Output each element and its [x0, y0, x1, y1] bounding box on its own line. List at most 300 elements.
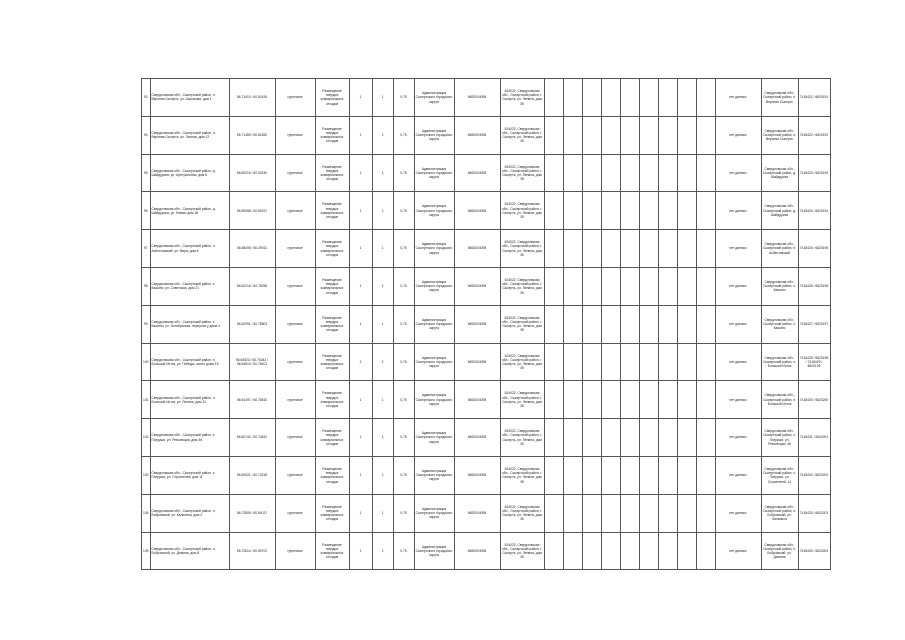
- e9-cell: [696, 456, 715, 494]
- site-address-cell: Свердловская обл., Сысертский район, п. Асбестовский, ул. Мира, дом 6: [150, 230, 229, 268]
- e4-cell: [601, 343, 620, 381]
- container-volume-cell: 0,75: [393, 456, 414, 494]
- surface-type-cell: грунтовое: [275, 381, 315, 419]
- coordinates-cell: 56.71610 / 60.62434: [229, 79, 275, 117]
- e5-cell: [620, 154, 639, 192]
- purpose-cell: Размещение твердых коммунальных отходов: [315, 267, 349, 305]
- owner-name-cell: Администрация Сысертского городского округа: [414, 192, 454, 230]
- e3-cell: [582, 532, 601, 570]
- source-location-cell: Свердловская обл., Сысертский район, п. Большой Исток: [761, 343, 798, 381]
- owner-name-cell: Администрация Сысертского городского округа: [414, 381, 454, 419]
- e5-cell: [620, 116, 639, 154]
- e4-cell: [601, 116, 620, 154]
- source-location-cell: Свердловская обл., Сысертский район, д. Шайдуриха: [761, 192, 798, 230]
- e6-cell: [639, 494, 658, 532]
- table-row: [142, 267, 831, 305]
- owner-inn-cell: 6652004098: [454, 116, 500, 154]
- container-count-cell: 1: [372, 230, 393, 268]
- e3-cell: [582, 494, 601, 532]
- purpose-cell: Размещение твердых коммунальных отходов: [315, 192, 349, 230]
- e1-cell: [544, 154, 563, 192]
- data-flag-cell: нет данных: [715, 381, 761, 419]
- e8-cell: [677, 532, 696, 570]
- purpose-cell: Размещение твердых коммунальных отходов: [315, 305, 349, 343]
- row-number-cell: 94: [142, 116, 151, 154]
- registry-ids-cell: 7418422 / 6620192: [798, 116, 830, 154]
- e5-cell: [620, 305, 639, 343]
- e7-cell: [658, 79, 677, 117]
- area-cell: 1: [349, 494, 372, 532]
- data-flag-cell: нет данных: [715, 79, 761, 117]
- e2-cell: [563, 343, 582, 381]
- e4-cell: [601, 381, 620, 419]
- owner-address-cell: 624022, Свердловская обл., Сысертский район, г. Сысерть, ул. Ленина, дом 35: [500, 343, 544, 381]
- container-volume-cell: 0,75: [393, 192, 414, 230]
- owner-inn-cell: 6652004098: [454, 154, 500, 192]
- e4-cell: [601, 305, 620, 343]
- owner-inn-cell: 6652004098: [454, 192, 500, 230]
- e6-cell: [639, 192, 658, 230]
- e5-cell: [620, 192, 639, 230]
- data-flag-cell: нет данных: [715, 230, 761, 268]
- area-cell: 1: [349, 532, 372, 570]
- e1-cell: [544, 116, 563, 154]
- site-address-cell: Свердловская обл., Сысертский район, с. Патруши, ул. Революции, дом 45: [150, 419, 229, 457]
- owner-name-cell: Администрация Сысертского городского округа: [414, 456, 454, 494]
- coordinates-cell: 56.62218 / 60.76055: [229, 267, 275, 305]
- coordinates-cell: 56.68405 / 60.49011: [229, 230, 275, 268]
- owner-inn-cell: 6652004098: [454, 456, 500, 494]
- owner-name-cell: Администрация Сысертского городского округа: [414, 116, 454, 154]
- e5-cell: [620, 456, 639, 494]
- table-row: [142, 343, 831, 381]
- source-location-cell: Свердловская обл., Сысертский район, с. Патруши, ул. Революции, 45: [761, 419, 798, 457]
- purpose-cell: Размещение твердых коммунальных отходов: [315, 532, 349, 570]
- e7-cell: [658, 456, 677, 494]
- e2-cell: [563, 154, 582, 192]
- data-flag-cell: нет данных: [715, 192, 761, 230]
- e7-cell: [658, 267, 677, 305]
- e3-cell: [582, 343, 601, 381]
- area-cell: 1: [349, 381, 372, 419]
- source-location-cell: Свердловская обл., Сысертский район, п. Асбестовский: [761, 230, 798, 268]
- site-address-cell: Свердловская обл., Сысертский район, п. Бобровский, ул. Калинина, дом 2: [150, 494, 229, 532]
- e3-cell: [582, 230, 601, 268]
- row-number-cell: 104: [142, 494, 151, 532]
- row-number-cell: 96: [142, 192, 151, 230]
- owner-address-cell: 624022, Свердловская обл., Сысертский район, г. Сысерть, ул. Ленина, дом 35: [500, 79, 544, 117]
- area-cell: 2: [349, 343, 372, 381]
- e9-cell: [696, 305, 715, 343]
- e1-cell: [544, 532, 563, 570]
- e4-cell: [601, 192, 620, 230]
- coordinates-cell: 56.64197 / 60.76810: [229, 381, 275, 419]
- table-row: [142, 419, 831, 457]
- e9-cell: [696, 419, 715, 457]
- purpose-cell: Размещение твердых коммунальных отходов: [315, 494, 349, 532]
- surface-type-cell: грунтовое: [275, 192, 315, 230]
- e6-cell: [639, 230, 658, 268]
- container-count-cell: 2: [372, 343, 393, 381]
- owner-inn-cell: 6652004098: [454, 79, 500, 117]
- surface-type-cell: грунтовое: [275, 343, 315, 381]
- e3-cell: [582, 154, 601, 192]
- table-row: [142, 230, 831, 268]
- source-location-cell: Свердловская обл., Сысертский район, с. Кашино: [761, 267, 798, 305]
- e7-cell: [658, 494, 677, 532]
- e5-cell: [620, 343, 639, 381]
- row-number-cell: 101: [142, 381, 151, 419]
- owner-address-cell: 624022, Свердловская обл., Сысертский район, г. Сысерть, ул. Ленина, дом 35: [500, 532, 544, 570]
- e5-cell: [620, 419, 639, 457]
- e1-cell: [544, 79, 563, 117]
- row-number-cell: 98: [142, 267, 151, 305]
- area-cell: 1: [349, 305, 372, 343]
- container-count-cell: 1: [372, 192, 393, 230]
- site-address-cell: Свердловская обл., Сысертский район, п. Верхняя Сысерть, ул. Школьная, дом 1: [150, 79, 229, 117]
- registry-ids-cell: 7418425 / 6620195: [798, 230, 830, 268]
- owner-address-cell: 624022, Свердловская обл., Сысертский район, г. Сысерть, ул. Ленина, дом 35: [500, 381, 544, 419]
- e6-cell: [639, 532, 658, 570]
- e9-cell: [696, 381, 715, 419]
- e8-cell: [677, 79, 696, 117]
- data-flag-cell: нет данных: [715, 532, 761, 570]
- table-row: [142, 456, 831, 494]
- e7-cell: [658, 192, 677, 230]
- container-count-cell: 1: [372, 154, 393, 192]
- registry-ids-cell: 7418432 / 6620202: [798, 456, 830, 494]
- e2-cell: [563, 494, 582, 532]
- e1-cell: [544, 230, 563, 268]
- purpose-cell: Размещение твердых коммунальных отходов: [315, 419, 349, 457]
- e8-cell: [677, 230, 696, 268]
- owner-address-cell: 624022, Свердловская обл., Сысертский район, г. Сысерть, ул. Ленина, дом 35: [500, 154, 544, 192]
- owner-address-cell: 624022, Свердловская обл., Сысертский район, г. Сысерть, ул. Ленина, дом 35: [500, 267, 544, 305]
- e8-cell: [677, 343, 696, 381]
- site-address-cell: Свердловская обл., Сысертский район, с. Кашино, ул. Советская, дом 21: [150, 267, 229, 305]
- site-address-cell: Свердловская обл., Сысертский район, д. Шайдуриха, ул. Новая, дом 16: [150, 192, 229, 230]
- owner-name-cell: Администрация Сысертского городского округа: [414, 343, 454, 381]
- e2-cell: [563, 419, 582, 457]
- e7-cell: [658, 230, 677, 268]
- e9-cell: [696, 532, 715, 570]
- e9-cell: [696, 116, 715, 154]
- container-count-cell: 1: [372, 79, 393, 117]
- e3-cell: [582, 456, 601, 494]
- data-flag-cell: нет данных: [715, 419, 761, 457]
- coordinates-cell: 56.64523 / 60.76342 / 56.64610 / 60.76401: [229, 343, 275, 381]
- owner-name-cell: Администрация Сысертского городского округа: [414, 419, 454, 457]
- source-location-cell: Свердловская обл., Сысертский район, п. Бобровский, ул. Калинина: [761, 494, 798, 532]
- surface-type-cell: грунтовое: [275, 154, 315, 192]
- surface-type-cell: грунтовое: [275, 79, 315, 117]
- e6-cell: [639, 305, 658, 343]
- container-count-cell: 1: [372, 305, 393, 343]
- e3-cell: [582, 305, 601, 343]
- source-location-cell: Свердловская обл., Сысертский район, п. Большой Исток: [761, 381, 798, 419]
- owner-inn-cell: 6652004098: [454, 230, 500, 268]
- source-location-cell: Свердловская обл., Сысертский район, с. Кашино: [761, 305, 798, 343]
- registry-ids-cell: 7418421 / 6620191: [798, 79, 830, 117]
- e7-cell: [658, 419, 677, 457]
- surface-type-cell: грунтовое: [275, 230, 315, 268]
- owner-address-cell: 624022, Свердловская обл., Сысертский район, г. Сысерть, ул. Ленина, дом 35: [500, 494, 544, 532]
- coordinates-cell: 56.69215 / 60.53240: [229, 154, 275, 192]
- registry-ids-cell: 7418424 / 6620194: [798, 192, 830, 230]
- site-address-cell: Свердловская обл., Сысертский район, с. Патруши, ул. Строителей, дом 11: [150, 456, 229, 494]
- e1-cell: [544, 267, 563, 305]
- registry-ids-cell: 7418427 / 6620197: [798, 305, 830, 343]
- container-volume-cell: 0,75: [393, 494, 414, 532]
- coordinates-cell: 56.62091 / 60.75803: [229, 305, 275, 343]
- e4-cell: [601, 79, 620, 117]
- row-number-cell: 97: [142, 230, 151, 268]
- table-row: [142, 192, 831, 230]
- container-count-cell: 1: [372, 456, 393, 494]
- coordinates-cell: 56.60521 / 60.74218: [229, 456, 275, 494]
- table-row: [142, 116, 831, 154]
- e2-cell: [563, 192, 582, 230]
- purpose-cell: Размещение твердых коммунальных отходов: [315, 116, 349, 154]
- e7-cell: [658, 532, 677, 570]
- site-address-cell: Свердловская обл., Сысертский район, п. Верхняя Сысерть, ул. Лесная, дом 12: [150, 116, 229, 154]
- registry-ids-cell: 7418431 / 6620201: [798, 419, 830, 457]
- e7-cell: [658, 116, 677, 154]
- e1-cell: [544, 192, 563, 230]
- registry-ids-cell: 7418434 / 6620204: [798, 532, 830, 570]
- container-volume-cell: 0,75: [393, 154, 414, 192]
- area-cell: 1: [349, 79, 372, 117]
- owner-address-cell: 624022, Свердловская обл., Сысертский район, г. Сысерть, ул. Ленина, дом 35: [500, 192, 544, 230]
- e2-cell: [563, 305, 582, 343]
- e6-cell: [639, 343, 658, 381]
- e4-cell: [601, 154, 620, 192]
- coordinates-cell: 56.69088 / 60.52917: [229, 192, 275, 230]
- table-row: [142, 79, 831, 117]
- surface-type-cell: грунтовое: [275, 494, 315, 532]
- source-location-cell: Свердловская обл., Сысертский район, п. Верхняя Сысерть: [761, 79, 798, 117]
- row-number-cell: 105: [142, 532, 151, 570]
- e2-cell: [563, 116, 582, 154]
- e9-cell: [696, 79, 715, 117]
- e8-cell: [677, 154, 696, 192]
- e8-cell: [677, 267, 696, 305]
- area-cell: 1: [349, 154, 372, 192]
- e7-cell: [658, 154, 677, 192]
- table-row: [142, 381, 831, 419]
- e2-cell: [563, 381, 582, 419]
- area-cell: 1: [349, 267, 372, 305]
- owner-address-cell: 624022, Свердловская обл., Сысертский район, г. Сысерть, ул. Ленина, дом 35: [500, 116, 544, 154]
- registry-ids-cell: 7418433 / 6620203: [798, 494, 830, 532]
- owner-inn-cell: 6652004098: [454, 343, 500, 381]
- owner-address-cell: 624022, Свердловская обл., Сысертский район, г. Сысерть, ул. Ленина, дом 35: [500, 456, 544, 494]
- site-address-cell: Свердловская обл., Сысертский район, п. Большой Исток, ул. Победы, около дома 15: [150, 343, 229, 381]
- e9-cell: [696, 494, 715, 532]
- table-row: [142, 305, 831, 343]
- e8-cell: [677, 456, 696, 494]
- data-flag-cell: нет данных: [715, 267, 761, 305]
- registry-ids-cell: 7418423 / 6620193: [798, 154, 830, 192]
- area-cell: 1: [349, 192, 372, 230]
- coordinates-cell: 56.60742 / 60.74631: [229, 419, 275, 457]
- register-table: [141, 78, 831, 570]
- e7-cell: [658, 343, 677, 381]
- owner-name-cell: Администрация Сысертского городского округа: [414, 532, 454, 570]
- coordinates-cell: 56.72805 / 60.84017: [229, 494, 275, 532]
- e2-cell: [563, 532, 582, 570]
- registry-ids-cell: 7418430 / 6620200: [798, 381, 830, 419]
- owner-inn-cell: 6652004098: [454, 532, 500, 570]
- data-flag-cell: нет данных: [715, 343, 761, 381]
- e5-cell: [620, 381, 639, 419]
- e6-cell: [639, 116, 658, 154]
- e4-cell: [601, 494, 620, 532]
- surface-type-cell: грунтовое: [275, 116, 315, 154]
- e7-cell: [658, 305, 677, 343]
- surface-type-cell: грунтовое: [275, 419, 315, 457]
- container-volume-cell: 0,75: [393, 116, 414, 154]
- e6-cell: [639, 154, 658, 192]
- e2-cell: [563, 456, 582, 494]
- e8-cell: [677, 305, 696, 343]
- owner-inn-cell: 6652004098: [454, 494, 500, 532]
- container-count-cell: 1: [372, 419, 393, 457]
- e3-cell: [582, 116, 601, 154]
- e4-cell: [601, 532, 620, 570]
- e5-cell: [620, 532, 639, 570]
- e8-cell: [677, 381, 696, 419]
- site-address-cell: Свердловская обл., Сысертский район, п. Большой Исток, ул. Ленина, дом 31: [150, 381, 229, 419]
- e4-cell: [601, 419, 620, 457]
- data-flag-cell: нет данных: [715, 494, 761, 532]
- container-volume-cell: 0,75: [393, 267, 414, 305]
- surface-type-cell: грунтовое: [275, 267, 315, 305]
- owner-name-cell: Администрация Сысертского городского округа: [414, 267, 454, 305]
- e3-cell: [582, 381, 601, 419]
- source-location-cell: Свердловская обл., Сысертский район, п. Верхняя Сысерть: [761, 116, 798, 154]
- coordinates-cell: 56.72614 / 60.83702: [229, 532, 275, 570]
- e1-cell: [544, 494, 563, 532]
- e3-cell: [582, 79, 601, 117]
- container-count-cell: 1: [372, 532, 393, 570]
- data-flag-cell: нет данных: [715, 456, 761, 494]
- row-number-cell: 99: [142, 305, 151, 343]
- e9-cell: [696, 343, 715, 381]
- area-cell: 1: [349, 230, 372, 268]
- e5-cell: [620, 494, 639, 532]
- registry-ids-cell: 7418428 / 6620198 / 7418429 / 6620199: [798, 343, 830, 381]
- e6-cell: [639, 381, 658, 419]
- e6-cell: [639, 267, 658, 305]
- e5-cell: [620, 267, 639, 305]
- coordinates-cell: 56.71489 / 60.61852: [229, 116, 275, 154]
- container-volume-cell: 0,75: [393, 381, 414, 419]
- e9-cell: [696, 192, 715, 230]
- e9-cell: [696, 154, 715, 192]
- e6-cell: [639, 456, 658, 494]
- e1-cell: [544, 419, 563, 457]
- container-count-cell: 1: [372, 381, 393, 419]
- surface-type-cell: грунтовое: [275, 305, 315, 343]
- site-address-cell: Свердловская обл., Сысертский район, д. Шайдуриха, ул. Центральная, дом 8: [150, 154, 229, 192]
- e4-cell: [601, 230, 620, 268]
- container-count-cell: 1: [372, 116, 393, 154]
- e4-cell: [601, 267, 620, 305]
- container-volume-cell: 0,75: [393, 305, 414, 343]
- e3-cell: [582, 267, 601, 305]
- source-location-cell: Свердловская обл., Сысертский район, с. Патруши, ул. Строителей, 11: [761, 456, 798, 494]
- e8-cell: [677, 192, 696, 230]
- e2-cell: [563, 267, 582, 305]
- e4-cell: [601, 456, 620, 494]
- container-count-cell: 1: [372, 494, 393, 532]
- e8-cell: [677, 116, 696, 154]
- container-volume-cell: 0,75: [393, 79, 414, 117]
- e6-cell: [639, 419, 658, 457]
- surface-type-cell: грунтовое: [275, 532, 315, 570]
- row-number-cell: 102: [142, 419, 151, 457]
- registry-ids-cell: 7418426 / 6620196: [798, 267, 830, 305]
- source-location-cell: Свердловская обл., Сысертский район, п. Бобровский, ул. Демина: [761, 532, 798, 570]
- table-row: [142, 494, 831, 532]
- owner-name-cell: Администрация Сысертского городского округа: [414, 79, 454, 117]
- e9-cell: [696, 267, 715, 305]
- e8-cell: [677, 419, 696, 457]
- purpose-cell: Размещение твердых коммунальных отходов: [315, 343, 349, 381]
- area-cell: 1: [349, 456, 372, 494]
- owner-name-cell: Администрация Сысертского городского округа: [414, 494, 454, 532]
- row-number-cell: 93: [142, 79, 151, 117]
- e2-cell: [563, 79, 582, 117]
- site-address-cell: Свердловская обл., Сысертский район, п. Бобровский, ул. Демина, дом 8: [150, 532, 229, 570]
- container-volume-cell: 0,75: [393, 532, 414, 570]
- e1-cell: [544, 305, 563, 343]
- purpose-cell: Размещение твердых коммунальных отходов: [315, 381, 349, 419]
- purpose-cell: Размещение твердых коммунальных отходов: [315, 154, 349, 192]
- container-volume-cell: 0,75: [393, 230, 414, 268]
- owner-inn-cell: 6652004098: [454, 419, 500, 457]
- table-row: [142, 154, 831, 192]
- purpose-cell: Размещение твердых коммунальных отходов: [315, 456, 349, 494]
- e9-cell: [696, 230, 715, 268]
- owner-name-cell: Администрация Сысертского городского округа: [414, 305, 454, 343]
- e7-cell: [658, 381, 677, 419]
- owner-address-cell: 624022, Свердловская обл., Сысертский район, г. Сысерть, ул. Ленина, дом 35: [500, 230, 544, 268]
- owner-name-cell: Администрация Сысертского городского округа: [414, 230, 454, 268]
- e3-cell: [582, 419, 601, 457]
- owner-address-cell: 624022, Свердловская обл., Сысертский район, г. Сысерть, ул. Ленина, дом 35: [500, 419, 544, 457]
- e5-cell: [620, 79, 639, 117]
- table-row: [142, 532, 831, 570]
- data-flag-cell: нет данных: [715, 305, 761, 343]
- row-number-cell: 95: [142, 154, 151, 192]
- container-volume-cell: 0,75: [393, 419, 414, 457]
- area-cell: 1: [349, 116, 372, 154]
- purpose-cell: Размещение твердых коммунальных отходов: [315, 79, 349, 117]
- purpose-cell: Размещение твердых коммунальных отходов: [315, 230, 349, 268]
- owner-address-cell: 624022, Свердловская обл., Сысертский район, г. Сысерть, ул. Ленина, дом 35: [500, 305, 544, 343]
- e1-cell: [544, 456, 563, 494]
- data-flag-cell: нет данных: [715, 154, 761, 192]
- area-cell: 1: [349, 419, 372, 457]
- container-volume-cell: 0,75: [393, 343, 414, 381]
- e6-cell: [639, 79, 658, 117]
- e8-cell: [677, 494, 696, 532]
- surface-type-cell: грунтовое: [275, 456, 315, 494]
- e1-cell: [544, 343, 563, 381]
- e1-cell: [544, 381, 563, 419]
